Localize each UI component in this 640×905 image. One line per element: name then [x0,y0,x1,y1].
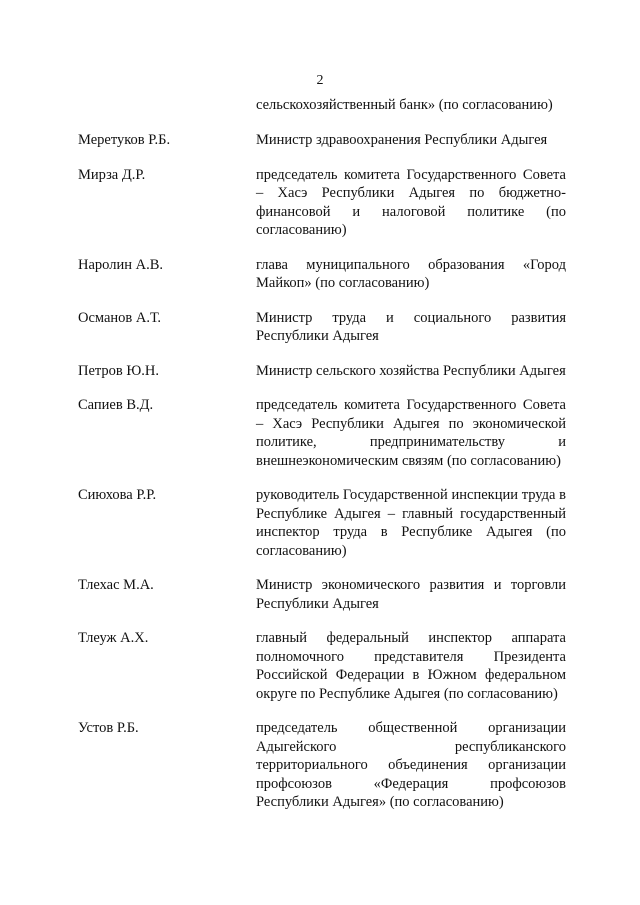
member-name: Мирза Д.Р. [78,166,146,183]
member-role: председатель комитета Государственного Совета – Хасэ Республики Адыгея по бюджетно-финансовой и налоговой политике (по согласованию) [256,166,566,238]
list-item [0,719,640,812]
list-item [0,629,640,703]
member-role: председатель комитета Государственного Совета – Хасэ Республики Адыгея по экономической политике, предпринимательству и внешнеэкономическим связям (по согласованию) [256,397,566,469]
member-name: Наролин А.В. [78,256,163,273]
member-list [0,131,640,812]
list-item [0,362,640,381]
member-name: Османов А.Т. [78,309,162,326]
list-item [0,256,640,293]
member-name: Тлехас М.А. [78,577,154,593]
page-number: 2 [316,73,324,88]
member-role: глава муниципального образования «Город Майкоп» (по согласованию) [256,256,566,291]
list-item [0,396,640,470]
member-name: Сапиев В.Д. [78,397,154,413]
member-name: Устов Р.Б. [78,720,139,736]
member-role: главный федеральный инспектор аппарата полномочного представителя Президента Российской Федерации в Южном федеральном округе по Республике Адыгея (по согласованию) [256,630,566,702]
member-name: Сиюхова Р.Р. [78,487,157,503]
member-name: Петров Ю.Н. [78,362,160,379]
list-item [0,309,640,346]
continuation-line: сельскохозяйственный банк» (по согласованию) [256,97,553,113]
member-role: Министр здравоохранения Республики Адыгея [256,132,548,148]
member-name: Меретуков Р.Б. [78,132,171,148]
member-role: председатель общественной организации Адыгейского республиканского территориального объединения организации профсоюзов «Федерация профсоюзов Республики Адыгея» (по согласованию) [256,720,566,810]
list-item [0,131,640,150]
member-role: Министр сельского хозяйства Республики Адыгея [256,362,566,379]
member-role: руководитель Государственной инспекции труда в Республике Адыгея – главный государственный инспектор труда в Республике Адыгея (по согласованию) [256,487,566,559]
member-role: Министр труда и социального развития Республики Адыгея [256,309,566,344]
list-item [0,486,640,560]
list-item [0,166,640,240]
member-name: Тлеуж А.Х. [78,630,149,646]
list-item [0,576,640,613]
member-role: Министр экономического развития и торговли Республики Адыгея [256,577,566,612]
